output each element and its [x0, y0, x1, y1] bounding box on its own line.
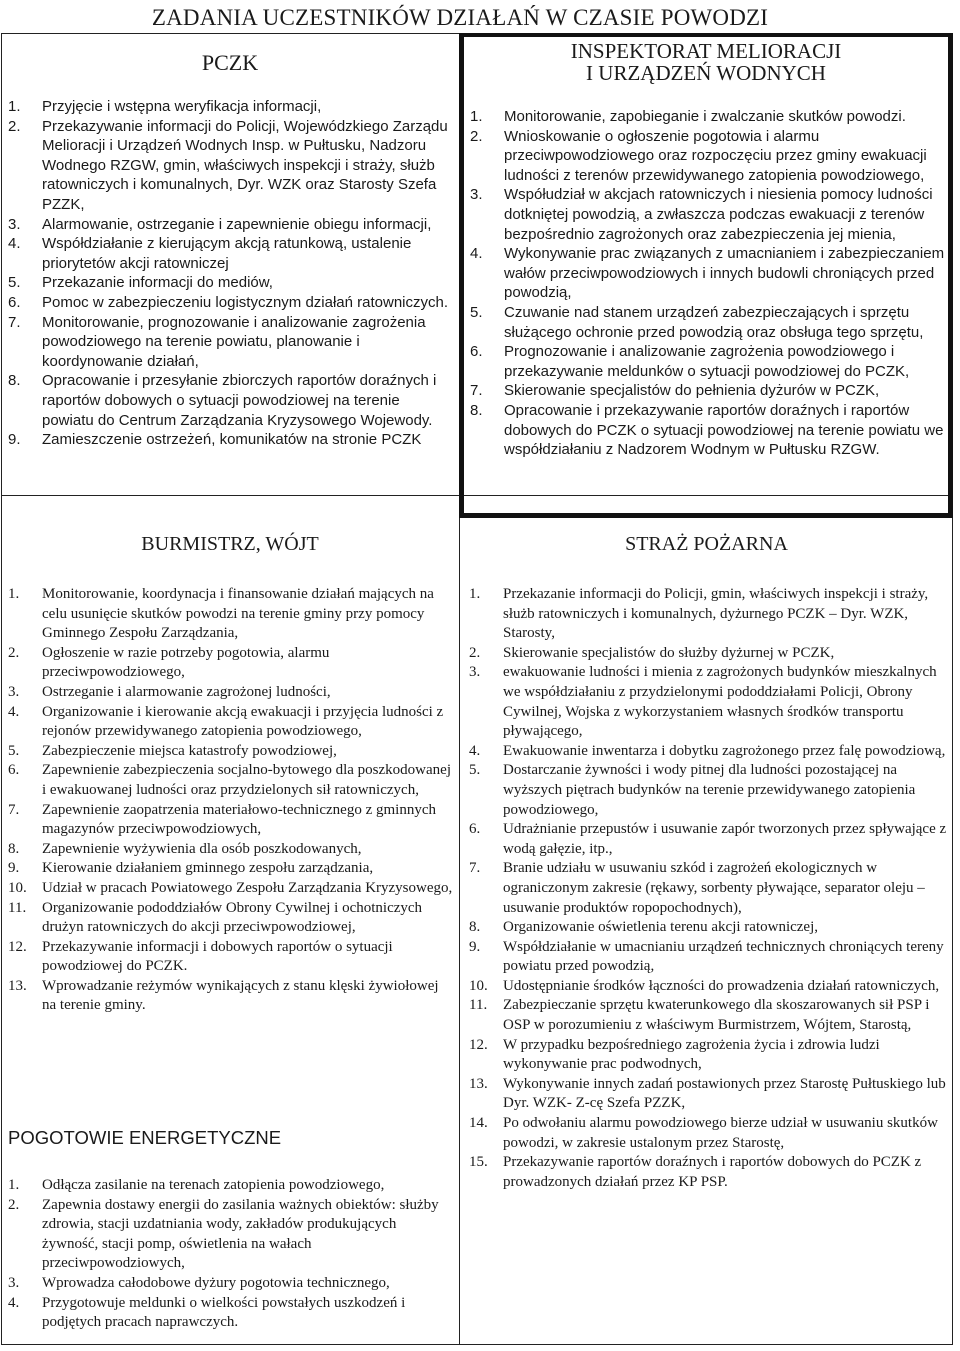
pczk-task-item	[8, 371, 454, 430]
task-text: Organizowanie oświetlenia terenu akcji ratowniczej,	[503, 919, 819, 936]
burmistrz-task-item	[8, 644, 454, 683]
straz-task-item	[469, 938, 947, 977]
inspektorat-task-item	[470, 381, 946, 401]
task-number: 2.	[8, 644, 20, 661]
task-text: Wykonywanie prac związanych z umacnianiem i zabezpieczaniem wałów przeciwpowodziowych i innych budowli chroniących przed powodzią,	[504, 245, 945, 302]
task-number: 9.	[8, 860, 20, 877]
task-text: Zapewnienie zabezpieczenia socjalno-bytowego dla poszkodowanej i ewakuowanej ludności oraz przydzielonych sił ratowniczych,	[42, 762, 451, 798]
straz-task-item	[469, 996, 947, 1035]
pogotowie-heading: POGOTOWIE ENERGETYCZNE	[8, 1127, 282, 1148]
burmistrz-task-item	[8, 683, 454, 703]
task-number: 4.	[8, 1294, 20, 1311]
task-text: Monitorowanie, prognozowanie i analizowanie zagrożenia powodziowego na terenie powiatu, planowanie i koordynowanie działań,	[42, 313, 426, 370]
task-number: 14.	[469, 1115, 488, 1132]
task-number: 6.	[8, 293, 21, 311]
task-text: Zabezpieczanie sprzętu kwaterunkowego dla skoszarowanych sił PSP i OSP w porozumieniu z właściwym Burmistrzem, Wójtem, Starostą,	[503, 997, 930, 1034]
pogotowie-task-item	[8, 1196, 454, 1274]
pogotowie-task-item	[8, 1176, 454, 1196]
task-number: 4.	[469, 742, 481, 759]
burmistrz-task-item	[8, 742, 454, 762]
task-text: Opracowanie i przesyłanie zbiorczych raportów doraźnych i raportów dobowych o sytuacji powodziowej na terenie powiatu do Centrum Zarządzania Kryzysowego Wojewody.	[42, 372, 437, 429]
task-number: 13.	[469, 1075, 488, 1092]
task-text: Wykonywanie innych zadań postawionych przez Starostę Pułtuskiego lub Dyr. WZK- Z-cę Szefa PZZK,	[503, 1075, 946, 1112]
straz-task-item	[469, 644, 947, 664]
task-text: Branie udziału w usuwaniu szkód i zagrożeń ekologicznych w ograniczonym zakresie (rękawy, sorbenty pływające, separator oleju – usuwanie produktów ropopochodnych),	[503, 860, 925, 916]
straz-task-item	[469, 859, 947, 918]
inspektorat-task-item	[470, 127, 946, 186]
task-number: 3.	[469, 664, 481, 681]
pczk-task-item	[8, 215, 454, 235]
task-text: Kierowanie działaniem gminnego zespołu zarządzania,	[42, 860, 374, 877]
task-number: 15.	[469, 1154, 488, 1171]
task-text: Udostępnianie środków łączności do prowadzenia działań ratowniczych,	[503, 977, 940, 994]
task-number: 4.	[8, 703, 20, 720]
burmistrz-task-item	[8, 585, 454, 644]
task-text: Przygotowuje meldunki o wielkości powstałych uszkodzeń i podjętych pracach naprawczych.	[42, 1294, 406, 1331]
task-text: Przekazywanie informacji i dobowych raportów o sytuacji powodziowej do PCZK.	[42, 938, 393, 975]
task-number: 7.	[8, 313, 21, 331]
burmistrz-task-item	[8, 761, 454, 800]
task-text: Czuwanie nad stanem urządzeń zabezpieczających i sprzętu służącego ochronie przed powodzią oraz obsługa tego sprzętu,	[504, 303, 924, 341]
task-text: Przekazanie informacji do Policji, gmin, właściwych inspekcji i straży, służb ratowniczych i komunalnych, dyżurnego PCZK – Dyr. WZK, Starosty,	[503, 586, 929, 642]
task-text: Ogłoszenie w razie potrzeby pogotowia, alarmu przeciwpowodziowego,	[42, 644, 330, 681]
pczk-task-item	[8, 313, 454, 372]
task-text: Alarmowanie, ostrzeganie i zapewnienie obiegu informacji,	[42, 215, 432, 233]
task-text: Odłącza zasilanie na terenach zatopienia powodziowego,	[42, 1177, 385, 1193]
task-number: 1.	[469, 586, 481, 602]
task-text: Zapewnienie wyżywienia dla osób poszkodowanych,	[42, 840, 362, 857]
inspektorat-task-item	[470, 185, 946, 244]
straz-task-list	[469, 585, 947, 1192]
task-number: 12.	[8, 938, 27, 955]
task-number: 12.	[469, 1036, 488, 1053]
inspektorat-task-item	[470, 342, 946, 381]
task-text: Ostrzeganie i alarmowanie zagrożonej ludności,	[42, 683, 331, 700]
pogotowie-task-item	[8, 1274, 454, 1294]
task-text: Współdziałanie z kierującym akcją ratunkową, ustalenie priorytetów akcji ratowniczej	[42, 235, 412, 272]
task-number: 5.	[469, 762, 481, 779]
inspektorat-task-item	[470, 107, 946, 127]
task-text: Skierowanie specjalistów do służby dyżurnej w PCZK,	[503, 644, 835, 661]
task-text: Dostarczanie żywności i wody pitnej dla ludności pozostającej na wyższych piętrach budynków na terenie przewidywanego zatopienia powodziowego,	[503, 762, 916, 818]
task-number: 9.	[8, 431, 21, 449]
straz-task-item	[469, 1036, 947, 1075]
task-text: Przyjęcie i wstępna weryfikacja informacji,	[42, 98, 322, 115]
burmistrz-task-list	[8, 585, 454, 1016]
task-number: 1.	[8, 586, 20, 602]
burmistrz-task-item	[8, 801, 454, 840]
burmistrz-heading: BURMISTRZ, WÓJT	[141, 533, 319, 555]
task-text: Organizowanie i kierowanie akcją ewakuacji i przyjęcia ludności z rejonów przewidywanego zatopienia powodziowego,	[42, 703, 444, 740]
task-number: 7.	[469, 860, 481, 877]
burmistrz-task-item	[8, 899, 454, 938]
burmistrz-task-item	[8, 840, 454, 860]
task-text: Współudział w akcjach ratowniczych i niesienia pomocy ludności dotkniętej powodzią, a zwłaszcza podczas ewakuacji z terenów bezpośrednio zagrożonych oraz zabezpieczenia jej mienia,	[504, 186, 933, 243]
task-text: Przekazywanie informacji do Policji, Wojewódzkiego Zarządu Melioracji i Urządzeń Wodnych Insp. w Pułtusku, Nadzoru Wodnego RZGW, gmin, właściwych inspekcji i straży, służb ratowniczych i komunalnych, Dyr. WZK oraz Starosty Szefa PZZK,	[42, 117, 448, 213]
pczk-task-item	[8, 430, 454, 450]
task-number: 4.	[8, 235, 21, 253]
straz-task-item	[469, 1153, 947, 1192]
straz-task-item	[469, 1075, 947, 1114]
task-number: 5.	[470, 303, 483, 321]
pogotowie-task-item	[8, 1294, 454, 1333]
task-text: Po odwołaniu alarmu powodziowego bierze udział w usuwaniu skutków powodzi, w zakresie ustalonym przez Starostę,	[503, 1115, 938, 1151]
task-number: 3.	[8, 1274, 20, 1291]
task-number: 8.	[470, 401, 483, 419]
burmistrz-task-item	[8, 703, 454, 742]
task-number: 8.	[8, 372, 21, 390]
task-number: 4.	[470, 245, 483, 263]
burmistrz-task-item	[8, 879, 454, 899]
task-text: Skierowanie specjalistów do pełnienia dyżurów w PCZK,	[504, 382, 880, 400]
task-text: W przypadku bezpośredniego zagrożenia życia i zdrowia ludzi wykonywanie prac podwodnych,	[503, 1036, 880, 1073]
task-number: 11.	[8, 899, 27, 916]
inspektorat-task-item	[470, 303, 946, 342]
inspektorat-task-item	[470, 401, 946, 460]
task-number: 6.	[470, 343, 483, 361]
task-number: 6.	[469, 821, 481, 838]
task-number: 10.	[8, 879, 27, 896]
inspektorat-task-item	[470, 244, 946, 303]
task-number: 9.	[469, 938, 481, 955]
task-text: Zapewnienie zaopatrzenia materiałowo-technicznego z gminnych magazynów przeciwpowodziowych,	[42, 801, 436, 838]
task-number: 10.	[469, 977, 488, 994]
pczk-task-item	[8, 117, 454, 215]
task-text: Udrażnianie przepustów i usuwanie zapór tworzonych przez spływające z wodą gałęzie, itp.,	[503, 821, 947, 857]
task-text: Zamieszczenie ostrzeżeń, komunikatów na stronie PCZK	[42, 431, 422, 449]
task-text: Współdziałanie w umacnianiu urządzeń technicznych chroniących tereny powiatu przed powodzią,	[503, 938, 944, 975]
task-text: Organizowanie pododdziałów Obrony Cywilnej i ochotniczych drużyn ratowniczych do akcji przeciwpowodziowej,	[42, 899, 423, 936]
task-text: Wprowadza całodobowe dyżury pogotowia technicznego,	[42, 1274, 390, 1291]
inspektorat-heading-line1: INSPEKTORAT MELIORACJI	[570, 39, 842, 63]
task-number: 13.	[8, 977, 27, 994]
task-number: 3.	[470, 186, 483, 204]
inspektorat-heading-line2: I URZĄDZEŃ WODNYCH	[586, 61, 826, 85]
straz-heading: STRAŻ POŻARNA	[625, 533, 788, 555]
straz-task-item	[469, 1114, 947, 1153]
task-number: 2.	[469, 644, 481, 661]
task-text: Zabezpieczenie miejsca katastrofy powodziowej,	[42, 742, 337, 759]
task-number: 11.	[469, 997, 488, 1014]
task-number: 7.	[8, 801, 20, 818]
task-text: ewakuowanie ludności i mienia z zagrożonych budynków mieszkalnych we współdziałaniu z przydzielonymi pododdziałami Policji, Obrony Cywilnej, Wojska z wykorzystaniem własnych środków transportu pływającego,	[503, 664, 937, 740]
pczk-task-item	[8, 293, 454, 313]
task-number: 2.	[8, 1196, 20, 1213]
pogotowie-task-list	[8, 1176, 454, 1333]
straz-task-item	[469, 977, 947, 997]
task-number: 7.	[470, 382, 483, 400]
burmistrz-task-item	[8, 859, 454, 879]
inspektorat-task-list	[470, 107, 946, 460]
task-text: Prognozowanie i analizowanie zagrożenia powodziowego i przekazywanie meldunków o sytuacji powodziowej do PCZK,	[504, 343, 910, 380]
task-number: 8.	[8, 840, 20, 857]
straz-task-item	[469, 761, 947, 820]
task-text: Monitorowanie, koordynacja i finansowanie działań mających na celu usunięcie skutków powodzi na terenie gminy przy pomocy Gminnego Zespołu Zarządzania,	[42, 586, 434, 642]
task-text: Pomoc w zabezpieczeniu logistycznym działań ratowniczych.	[42, 293, 449, 311]
task-number: 5.	[8, 274, 21, 292]
task-text: Wprowadzanie reżymów wynikających z stanu klęski żywiołowej na terenie gminy.	[42, 977, 439, 1014]
task-text: Wnioskowanie o ogłoszenie pogotowia i alarmu przeciwpowodziowego oraz rozpoczęciu przez gminy ewakuacji ludności z terenów przewidywanego zatopienia powodziowego,	[504, 127, 927, 184]
task-text: Monitorowanie, zapobieganie i zwalczanie skutków powodzi.	[504, 108, 906, 125]
pczk-task-item	[8, 273, 454, 293]
straz-task-item	[469, 820, 947, 859]
task-text: Udział w pracach Powiatowego Zespołu Zarządzania Kryzysowego,	[42, 879, 453, 896]
task-number: 8.	[469, 919, 481, 936]
task-text: Przekazywanie raportów doraźnych i raportów dobowych do PCZK z prowadzonych działań przez KP PSP.	[503, 1154, 922, 1190]
task-number: 3.	[8, 215, 21, 233]
pczk-task-item	[8, 234, 454, 273]
straz-task-item	[469, 585, 947, 644]
task-number: 1.	[8, 1177, 20, 1193]
task-number: 3.	[8, 683, 20, 700]
task-number: 5.	[8, 742, 20, 759]
straz-task-item	[469, 663, 947, 741]
burmistrz-task-item	[8, 938, 454, 977]
pczk-task-list	[8, 97, 454, 450]
task-text: Zapewnia dostawy energii do zasilania ważnych obiektów: służby zdrowia, stacji uzdatniania wody, zakładów produkujących żywność, stacji pomp, oświetlenia na wałach przeciwpowodziowych,	[42, 1196, 439, 1272]
straz-task-item	[469, 742, 947, 762]
inspektorat-heading	[464, 40, 948, 84]
task-number: 1.	[470, 108, 483, 125]
task-number: 1.	[8, 98, 21, 115]
task-text: Ewakuowanie inwentarza i dobytku zagrożonego przez falę powodziową,	[503, 742, 946, 759]
task-number: 2.	[8, 117, 21, 135]
pczk-task-item	[8, 97, 454, 117]
burmistrz-task-item	[8, 977, 454, 1016]
task-number: 2.	[470, 127, 483, 145]
task-text: Przekazanie informacji do mediów,	[42, 274, 273, 292]
task-text: Opracowanie i przekazywanie raportów doraźnych i raportów dobowych do PCZK o sytuacji powodziowej na terenie powiatu we współdziałaniu z Nadzorem Wodnym w Pułtusku RZGW.	[504, 401, 944, 459]
straz-task-item	[469, 918, 947, 938]
page-title: ZADANIA UCZESTNIKÓW DZIAŁAŃ W CZASIE POWODZI	[151, 5, 769, 30]
task-number: 6.	[8, 762, 20, 779]
pczk-heading: PCZK	[201, 50, 259, 75]
